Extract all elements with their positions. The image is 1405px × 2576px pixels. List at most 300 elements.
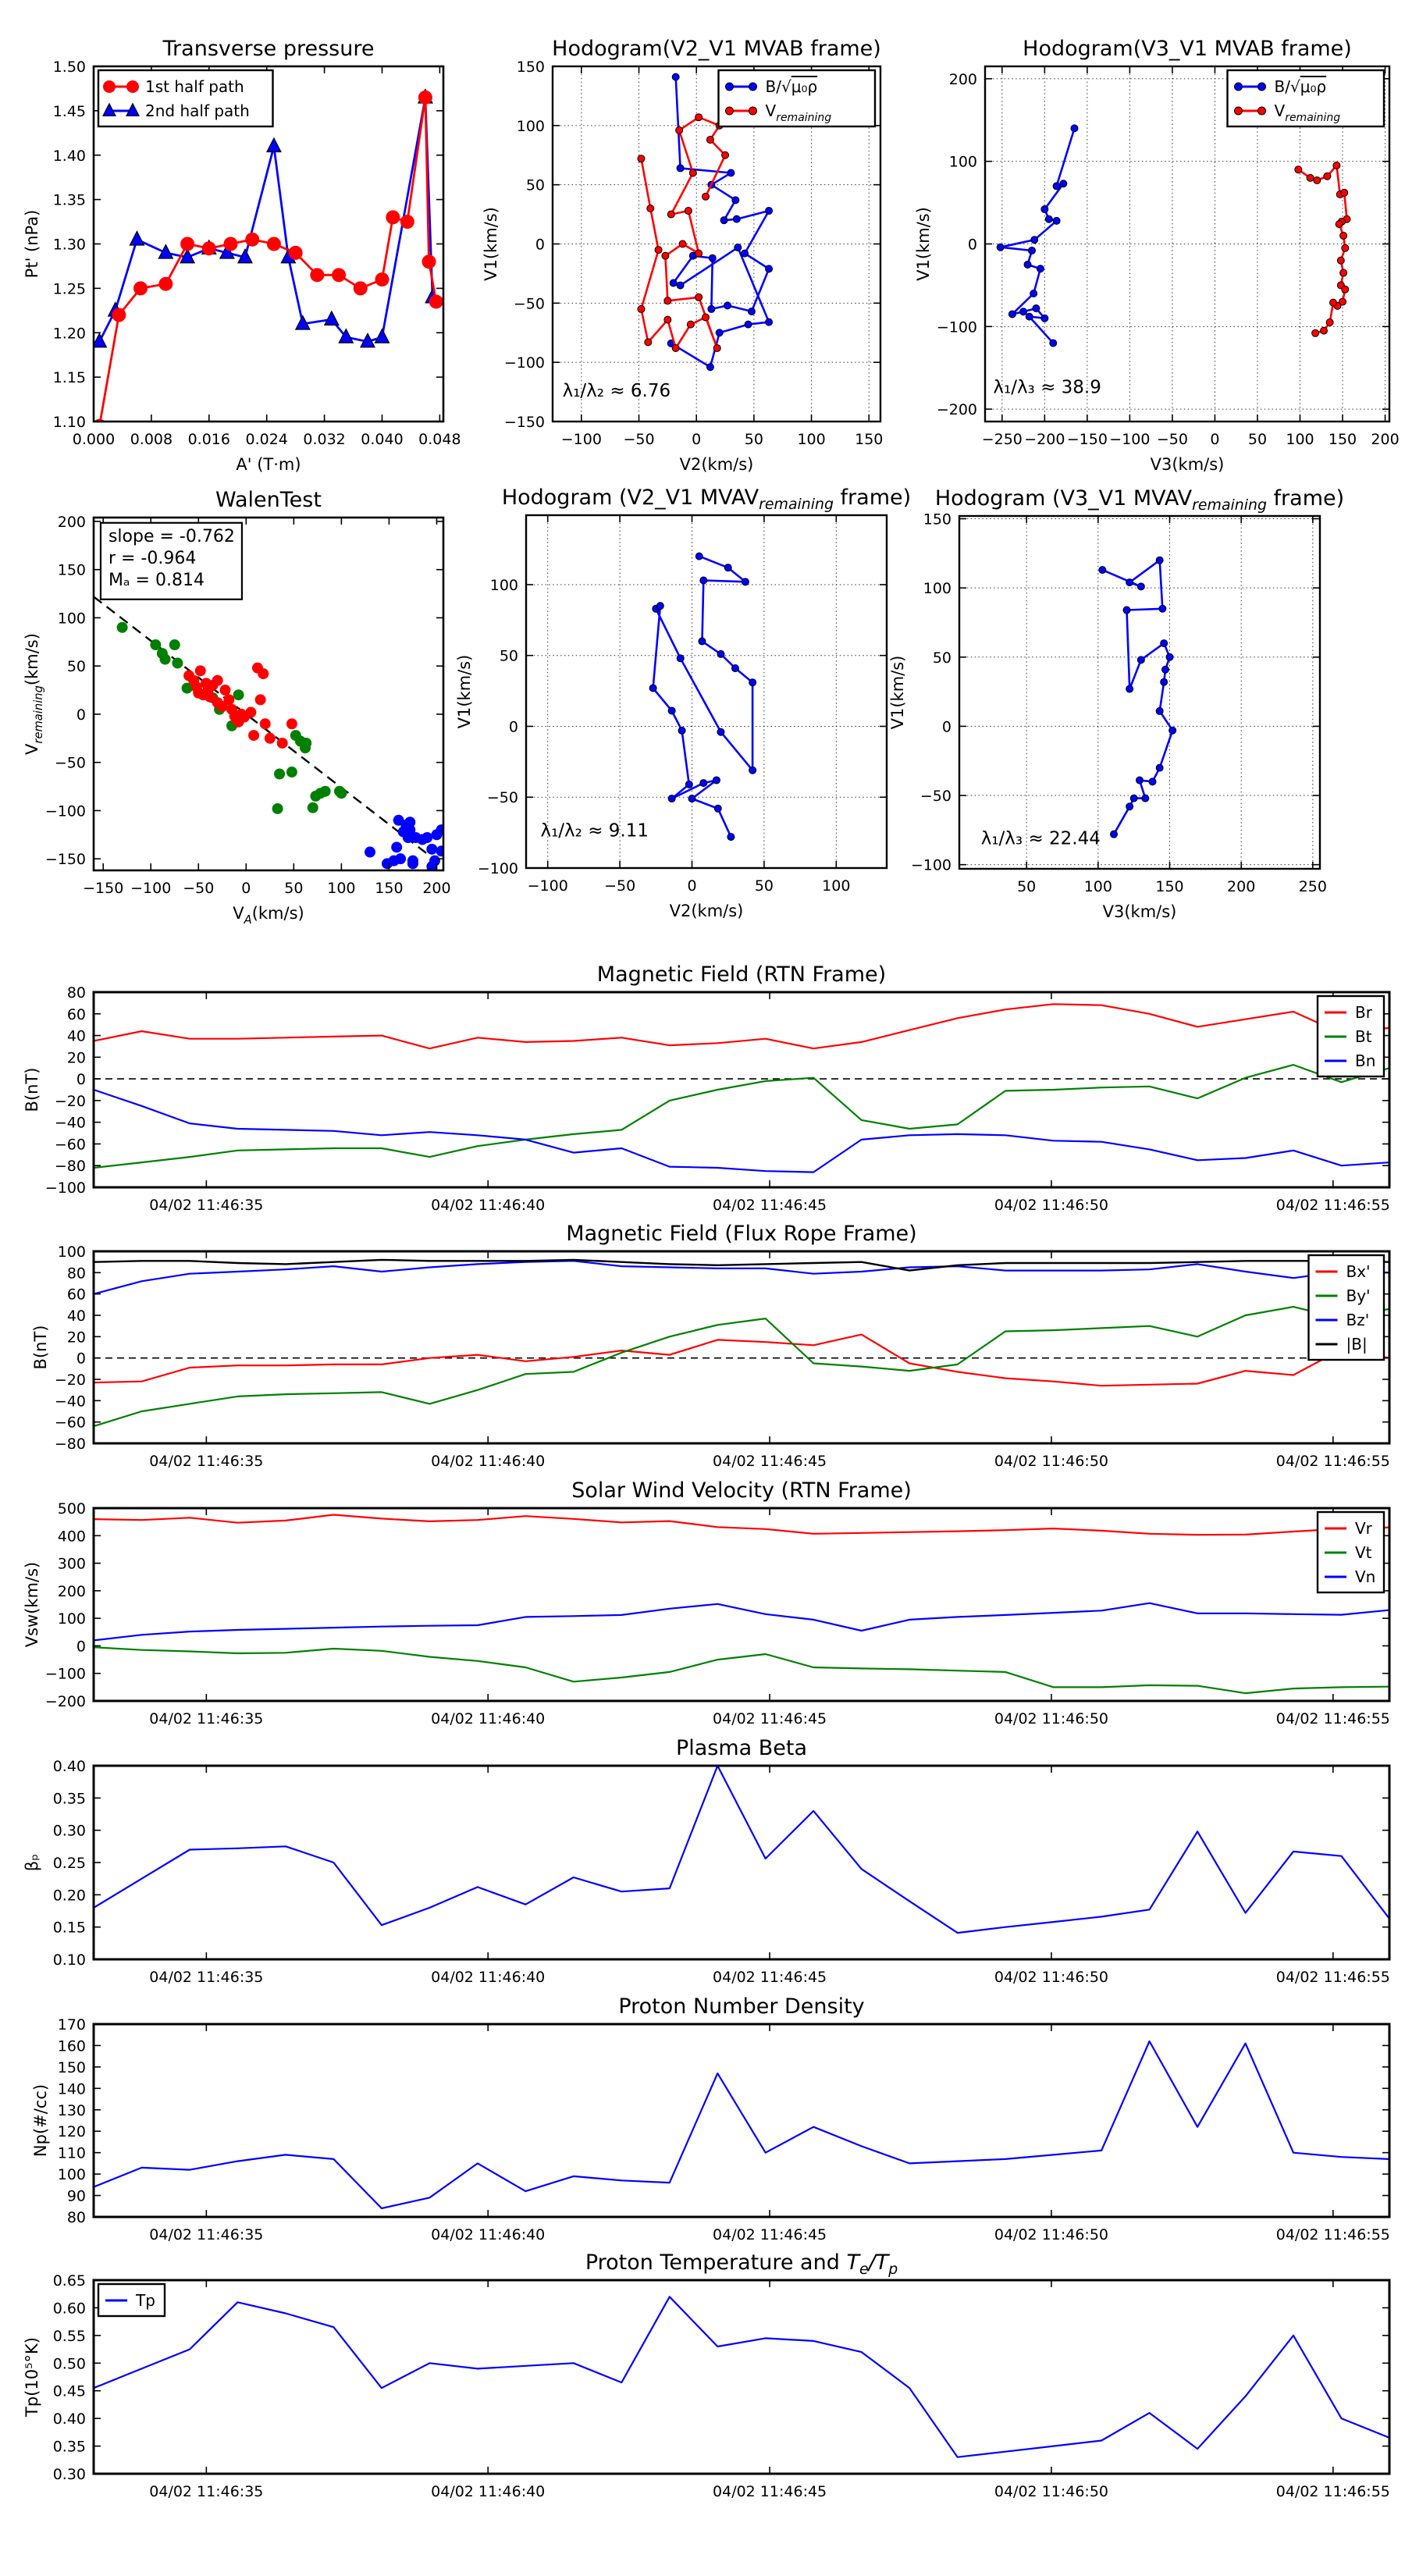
series-layer <box>94 2297 1389 2457</box>
y-tick-label: 100 <box>57 1610 86 1628</box>
series-v-marker <box>668 795 675 802</box>
y-tick-label: −100 <box>44 1665 86 1683</box>
x-tick-label: 04/02 11:46:35 <box>149 2226 264 2243</box>
series-b-marker <box>716 329 723 336</box>
series-layer <box>997 125 1350 347</box>
series-b-marker <box>1030 290 1037 297</box>
series-1st-half-path-marker <box>180 237 194 251</box>
x-tick-label: 250 <box>1298 878 1327 895</box>
y-tick-label: 0.30 <box>52 1822 86 1840</box>
series-v-marker <box>1159 605 1166 612</box>
series-layer <box>94 1515 1389 1694</box>
series-red-points-marker <box>245 706 256 717</box>
series-vremaining-marker <box>638 155 645 162</box>
series-red-points-marker <box>223 694 234 705</box>
series-vremaining-marker <box>645 339 652 346</box>
series-vr-line <box>94 1515 1389 1535</box>
series-vremaining-marker <box>672 344 679 351</box>
series-vremaining-marker <box>1337 257 1344 264</box>
x-tick-label: 100 <box>327 880 356 897</box>
y-axis-label: $V_{remaining}(km/s)$ <box>23 633 45 755</box>
series-b-marker <box>1050 340 1057 347</box>
series-b-marker <box>733 215 740 222</box>
y-tick-label: 110 <box>57 2144 86 2162</box>
x-tick-label: −100 <box>527 877 568 895</box>
x-tick-label: 150 <box>1155 878 1184 895</box>
series-green-points-marker <box>172 657 183 668</box>
y-tick-label: −50 <box>54 754 86 772</box>
x-tick-label: 0.000 <box>72 431 116 448</box>
series-1st-half-path-marker <box>422 254 436 269</box>
y-tick-label: 130 <box>57 2101 86 2119</box>
series-vremaining-marker <box>1340 269 1347 276</box>
series-blue-points-marker <box>365 847 375 858</box>
x-tick-label: 04/02 11:46:55 <box>1275 2483 1390 2500</box>
y-tick-label: 0 <box>76 1071 86 1089</box>
x-tick-label: 04/02 11:46:55 <box>1275 2226 1390 2243</box>
legend-label: 2nd half path <box>145 101 250 120</box>
series-blue-points-marker <box>422 832 432 843</box>
plot-title: Transverse pressure <box>162 37 375 61</box>
x-tick-label: 0.016 <box>187 431 230 448</box>
series-vremaining-marker <box>687 321 694 328</box>
series-vremaining-marker <box>1326 319 1333 326</box>
y-tick-label: 1.45 <box>52 102 86 120</box>
y-axis-label: B(nT) <box>31 1325 50 1370</box>
legend-label: Bt <box>1355 1027 1372 1046</box>
x-tick-label: 04/02 11:46:40 <box>431 2483 546 2500</box>
x-tick-label: 04/02 11:46:40 <box>431 1969 546 1986</box>
x-tick-label: 04/02 11:46:50 <box>994 2226 1109 2243</box>
series-vremaining-marker <box>695 250 702 257</box>
series-vremaining-marker <box>1314 177 1321 184</box>
annotation-line: slope = -0.762 <box>108 526 235 546</box>
series-v-marker <box>1137 656 1144 664</box>
x-tick-label: −100 <box>1109 431 1151 448</box>
x-tick-label: 200 <box>422 880 451 897</box>
series-vremaining-marker <box>1324 173 1331 180</box>
series-v-marker <box>1142 795 1149 802</box>
y-tick-label: −60 <box>54 1136 86 1154</box>
y-tick-label: 400 <box>57 1528 86 1546</box>
series-b-marker <box>724 302 731 309</box>
y-tick-label: −20 <box>54 1092 86 1110</box>
series-red-points-marker <box>197 689 208 700</box>
series-v-marker <box>649 685 656 692</box>
y-tick-label: −80 <box>54 1158 86 1176</box>
series-b-marker <box>672 73 679 80</box>
x-tick-label: −50 <box>1156 431 1188 448</box>
x-tick-label: 100 <box>797 431 826 448</box>
series-beta-line <box>94 1766 1389 1933</box>
y-tick-label: 150 <box>923 511 951 528</box>
series-red-points-marker <box>248 730 259 741</box>
series-b-marker <box>1020 308 1027 315</box>
plot-title: Hodogram(V2_V1 MVAB frame) <box>552 37 881 61</box>
y-tick-label: 0.45 <box>52 2382 86 2400</box>
axes-frame <box>94 1508 1389 1701</box>
x-tick-label: 04/02 11:46:35 <box>149 1197 264 1214</box>
series-b-marker <box>709 254 716 262</box>
series-vremaining-marker <box>685 208 692 215</box>
series-2nd-half-path-marker <box>375 329 389 343</box>
y-tick-label: 0.60 <box>52 2300 86 2318</box>
y-tick-label: 50 <box>66 658 86 676</box>
x-tick-label: 150 <box>375 880 404 897</box>
legend-label: $V_{remaining}$ <box>765 101 832 124</box>
series-vremaining-marker <box>638 305 645 312</box>
x-tick-label: 150 <box>855 431 884 448</box>
series-v-marker <box>668 707 675 714</box>
series-2nd-half-path-marker <box>130 231 144 245</box>
series-green-points-marker <box>160 654 171 665</box>
y-tick-label: 0 <box>76 706 86 724</box>
y-tick-label: 100 <box>948 153 977 171</box>
y-tick-label: 100 <box>489 576 518 594</box>
y-tick-label: 60 <box>66 1286 86 1304</box>
x-tick-label: 150 <box>1328 431 1357 448</box>
series-b-marker <box>677 282 684 289</box>
series-blue-points-marker <box>391 841 402 852</box>
series-v-marker <box>677 655 684 662</box>
y-tick-label: 170 <box>57 2016 86 2033</box>
y-tick-label: 0.55 <box>52 2327 86 2345</box>
x-tick-label: 04/02 11:46:50 <box>994 1453 1109 1470</box>
x-tick-label: −150 <box>83 880 124 897</box>
x-tick-label: 04/02 11:46:35 <box>149 1453 264 1470</box>
series-green-points-marker <box>150 639 161 650</box>
axes-frame <box>94 1251 1389 1443</box>
series-v-marker <box>1166 653 1173 660</box>
x-tick-label: 04/02 11:46:50 <box>994 1969 1109 1986</box>
series-vremaining-marker <box>647 205 654 212</box>
legend-label: |B| <box>1346 1335 1368 1354</box>
series-v-marker <box>713 777 720 784</box>
series-green-points-marker <box>320 786 331 797</box>
series-vremaining-marker <box>1295 166 1302 173</box>
plot-solar-wind-velocity <box>23 1478 1390 1727</box>
y-tick-label: 150 <box>57 2058 86 2076</box>
x-tick-label: 50 <box>754 877 774 895</box>
y-axis-label: Pt' (nPa) <box>23 209 41 279</box>
series-1st-half-path-marker <box>267 237 281 251</box>
axes-frame <box>94 1766 1389 1959</box>
y-tick-label: 0 <box>508 718 518 736</box>
x-tick-label: 04/02 11:46:55 <box>1275 1969 1390 1986</box>
x-axis-label: V3(km/s) <box>1102 902 1177 921</box>
y-tick-label: 120 <box>57 2123 86 2141</box>
series-b-marker <box>1053 183 1060 190</box>
y-tick-label: 0 <box>76 1638 86 1656</box>
x-tick-label: 04/02 11:46:50 <box>994 1710 1109 1727</box>
y-tick-label: −40 <box>54 1393 86 1411</box>
plot-proton-number-density <box>31 1994 1390 2243</box>
x-axis-label: $V_A(km/s)$ <box>233 904 304 927</box>
series-vremaining-marker <box>695 114 702 121</box>
series-b-marker <box>1033 305 1040 312</box>
series-v-marker <box>1126 579 1133 586</box>
y-tick-label: −150 <box>44 851 86 869</box>
y-tick-label: 0.25 <box>52 1855 86 1872</box>
y-tick-label: −50 <box>919 788 951 806</box>
series-vremaining-line <box>642 117 726 348</box>
y-tick-label: 0.15 <box>52 1919 86 1937</box>
series-vremaining-marker <box>1342 244 1349 251</box>
series-vremaining-marker <box>676 126 683 133</box>
legend-label: Vn <box>1355 1567 1376 1586</box>
series-green-points-marker <box>117 622 128 633</box>
series-v-marker <box>1161 678 1168 685</box>
y-tick-label: 0.35 <box>52 2438 86 2456</box>
series-v-marker <box>1156 764 1163 771</box>
series-b-marker <box>670 279 677 286</box>
y-tick-label: 140 <box>57 2080 86 2098</box>
x-tick-label: −50 <box>623 431 655 448</box>
y-tick-label: −100 <box>44 1179 86 1197</box>
plot-title: Plasma Beta <box>675 1736 808 1760</box>
axes-frame <box>94 2024 1389 2217</box>
series-vremaining-marker <box>1333 162 1340 169</box>
annotation-text: λ₁/λ₂ ≈ 9.11 <box>540 820 649 841</box>
legend-sample-marker <box>749 83 757 91</box>
series-v-marker <box>724 564 731 571</box>
series-green-points-marker <box>233 689 244 700</box>
series-vremaining-marker <box>1330 299 1337 306</box>
x-tick-label: 04/02 11:46:45 <box>713 1197 827 1214</box>
x-axis-label: V2(km/s) <box>679 455 754 474</box>
y-tick-label: −200 <box>936 401 977 419</box>
series-layer <box>94 596 447 872</box>
series-v-line <box>1102 560 1172 834</box>
x-tick-label: 04/02 11:46:45 <box>713 2483 827 2500</box>
y-tick-label: 150 <box>57 561 86 579</box>
legend-sample-marker <box>726 107 734 115</box>
y-axis-label: Np(#/cc) <box>31 2083 50 2158</box>
series-v-marker <box>749 767 756 774</box>
x-tick-label: −200 <box>1024 431 1065 448</box>
series-1st-half-path-marker <box>354 281 368 295</box>
x-tick-label: 04/02 11:46:40 <box>431 1453 546 1470</box>
series-1st-half-path-marker <box>245 233 259 247</box>
series-red-points-marker <box>195 665 206 676</box>
series-1st-half-path-marker <box>418 91 432 105</box>
series-b-marker <box>677 165 684 172</box>
annotation-text: λ₁/λ₂ ≈ 6.76 <box>562 381 671 402</box>
series-vremaining-marker <box>655 247 662 254</box>
y-tick-label: −100 <box>936 318 977 336</box>
plot-hodogram-v3v1-mvab <box>914 37 1400 474</box>
series-vremaining-marker <box>1336 221 1343 228</box>
x-tick-label: 04/02 11:46:55 <box>1275 1197 1390 1214</box>
series-v-marker <box>1123 607 1130 614</box>
y-tick-label: −50 <box>486 789 518 807</box>
series-red-points-marker <box>212 675 223 686</box>
plot-title: Proton Number Density <box>618 1994 865 2019</box>
series-red-points-marker <box>260 718 271 729</box>
y-tick-label: −100 <box>503 354 545 372</box>
x-tick-label: 04/02 11:46:50 <box>994 1197 1109 1214</box>
legend-label: Bn <box>1355 1051 1376 1070</box>
series-blue-points-marker <box>436 845 447 856</box>
x-tick-label: −150 <box>1066 431 1108 448</box>
series-v-marker <box>1136 777 1144 784</box>
series-v-marker <box>717 728 724 735</box>
y-axis-label: V1(km/s) <box>914 207 933 281</box>
series-b-marker <box>1037 265 1044 272</box>
series-v-marker <box>678 727 685 734</box>
y-tick-label: 0.50 <box>52 2355 86 2373</box>
series-b-marker <box>727 169 735 176</box>
x-tick-label: 04/02 11:46:45 <box>713 1969 827 1986</box>
series-b-marker <box>720 217 727 224</box>
y-tick-label: 0.10 <box>52 1952 86 1969</box>
series-b-marker <box>1060 180 1067 187</box>
series-b-marker <box>1031 237 1038 244</box>
series-v-marker <box>685 781 692 788</box>
x-axis-label: V3(km/s) <box>1150 455 1225 474</box>
plot-title: Hodogram (V3_V1 $MVAV_{remaining}$ frame) <box>934 486 1345 514</box>
y-tick-label: −150 <box>503 414 545 431</box>
series-red-points-marker <box>286 718 297 729</box>
series-vremaining-marker <box>706 137 713 144</box>
legend-sample-marker <box>103 80 116 93</box>
annotation-text: λ₁/λ₃ ≈ 38.9 <box>993 377 1101 398</box>
y-tick-label: −200 <box>44 1693 86 1710</box>
series-v-marker <box>700 780 707 787</box>
legend <box>1228 70 1385 126</box>
plot-hodogram-v2v1-mvab <box>482 37 883 474</box>
series-2nd-half-path-line <box>99 98 432 342</box>
legend-label: Vr <box>1355 1519 1372 1538</box>
series-vremaining-marker <box>702 193 710 200</box>
x-tick-label: 0.032 <box>303 431 346 448</box>
series-green-points-marker <box>308 802 318 813</box>
x-tick-label: 04/02 11:46:50 <box>994 2483 1109 2500</box>
series-layer <box>1099 557 1176 838</box>
series-1st-half-path-marker <box>133 281 148 295</box>
legend-sample-marker <box>1258 83 1266 91</box>
y-tick-label: 0.35 <box>52 1790 86 1808</box>
y-tick-label: 50 <box>499 647 518 665</box>
axes-frame <box>526 515 887 868</box>
series-b-marker <box>1071 125 1078 132</box>
series-br-line <box>94 1004 1389 1048</box>
series-green-points-marker <box>272 803 283 814</box>
series-vremaining-marker <box>667 211 674 218</box>
series-green-points-marker <box>169 639 180 650</box>
x-tick-label: −50 <box>183 880 215 897</box>
y-tick-label: 200 <box>948 70 977 88</box>
x-tick-label: 50 <box>1017 878 1037 895</box>
y-tick-label: 0.20 <box>52 1887 86 1905</box>
y-tick-label: 1.20 <box>52 325 86 343</box>
x-tick-label: 50 <box>1247 431 1268 448</box>
y-tick-label: 300 <box>57 1555 86 1573</box>
plot-plasma-beta <box>23 1736 1390 1986</box>
legend-sample-marker <box>1235 83 1243 91</box>
plot-hodogram-v3v1-mvav <box>888 486 1344 921</box>
y-tick-label: 100 <box>57 1244 86 1261</box>
legend <box>98 2284 165 2316</box>
legend <box>98 70 273 126</box>
series-red-points-marker <box>277 738 288 749</box>
series-v-marker <box>1099 567 1106 574</box>
series-green-points-marker <box>286 767 297 777</box>
y-tick-label: 40 <box>66 1308 86 1325</box>
plot-title: Proton Temperature and $T_e/T_p$ <box>585 2250 898 2278</box>
series-vremaining-marker <box>664 297 671 304</box>
legend <box>1318 1512 1384 1592</box>
plot-title: WalenTest <box>215 488 322 512</box>
x-tick-label: 04/02 11:46:35 <box>149 1969 264 1986</box>
x-tick-label: 04/02 11:46:40 <box>431 1710 546 1727</box>
y-tick-label: 200 <box>57 1582 86 1600</box>
legend-label: Bx' <box>1346 1262 1371 1281</box>
y-tick-label: 1.15 <box>52 369 86 387</box>
y-tick-label: 1.40 <box>52 147 86 165</box>
series-vremaining-marker <box>679 240 686 247</box>
series-blue-points-marker <box>407 858 418 869</box>
legend-sample-marker <box>1235 107 1243 115</box>
y-tick-label: 80 <box>66 984 86 1002</box>
y-tick-label: 100 <box>923 580 951 598</box>
x-tick-label: −100 <box>560 431 602 448</box>
series-layer <box>92 89 443 432</box>
series-b-marker <box>766 318 773 326</box>
series-bz--line <box>94 1261 1389 1293</box>
legend-sample-marker <box>749 107 757 115</box>
x-tick-label: 0 <box>692 431 702 448</box>
y-tick-label: 0.65 <box>52 2272 86 2290</box>
series-2nd-half-path-marker <box>267 138 281 152</box>
legend-sample-marker <box>1258 107 1266 115</box>
series-layer <box>94 1260 1389 1426</box>
series-1st-half-path-marker <box>224 237 238 251</box>
plot-transverse-pressure <box>23 37 461 474</box>
annotation-line: Mₐ = 0.814 <box>108 570 205 590</box>
series-b-marker <box>766 208 773 215</box>
annotation-text: λ₁/λ₃ ≈ 22.44 <box>980 828 1101 849</box>
y-axis-label: βₚ <box>23 1853 41 1872</box>
series-v-marker <box>1156 557 1163 564</box>
x-tick-label: −100 <box>130 880 172 897</box>
plot-title: Hodogram(V3_V1 MVAB frame) <box>1023 37 1352 61</box>
series-blue-points-marker <box>426 844 437 855</box>
series-b-marker <box>1041 206 1048 213</box>
series-red-points-marker <box>219 685 230 696</box>
series-b-marker <box>735 244 742 251</box>
series-1st-half-path-marker <box>202 241 216 255</box>
series-vremaining-marker <box>1321 327 1328 334</box>
x-axis-label: V2(km/s) <box>669 902 744 920</box>
legend-label: Bz' <box>1346 1311 1370 1329</box>
y-tick-label: 100 <box>57 610 86 628</box>
legend-label: By' <box>1346 1286 1371 1305</box>
x-tick-label: 04/02 11:46:45 <box>713 1453 827 1470</box>
y-tick-label: 500 <box>57 1500 86 1517</box>
series-b-marker <box>732 197 739 204</box>
plot-magnetic-field-flux-rope <box>31 1222 1390 1470</box>
series-green-points-marker <box>301 738 311 749</box>
series-blue-points-marker <box>436 824 447 835</box>
y-tick-label: 100 <box>57 2166 86 2184</box>
x-tick-label: 04/02 11:46:55 <box>1275 1453 1390 1470</box>
y-tick-label: −80 <box>54 1436 86 1453</box>
y-axis-label: V1(km/s) <box>888 655 907 730</box>
series-v-marker <box>700 577 707 584</box>
series-b-marker <box>748 308 755 315</box>
series-2nd-half-path-marker <box>325 311 339 326</box>
